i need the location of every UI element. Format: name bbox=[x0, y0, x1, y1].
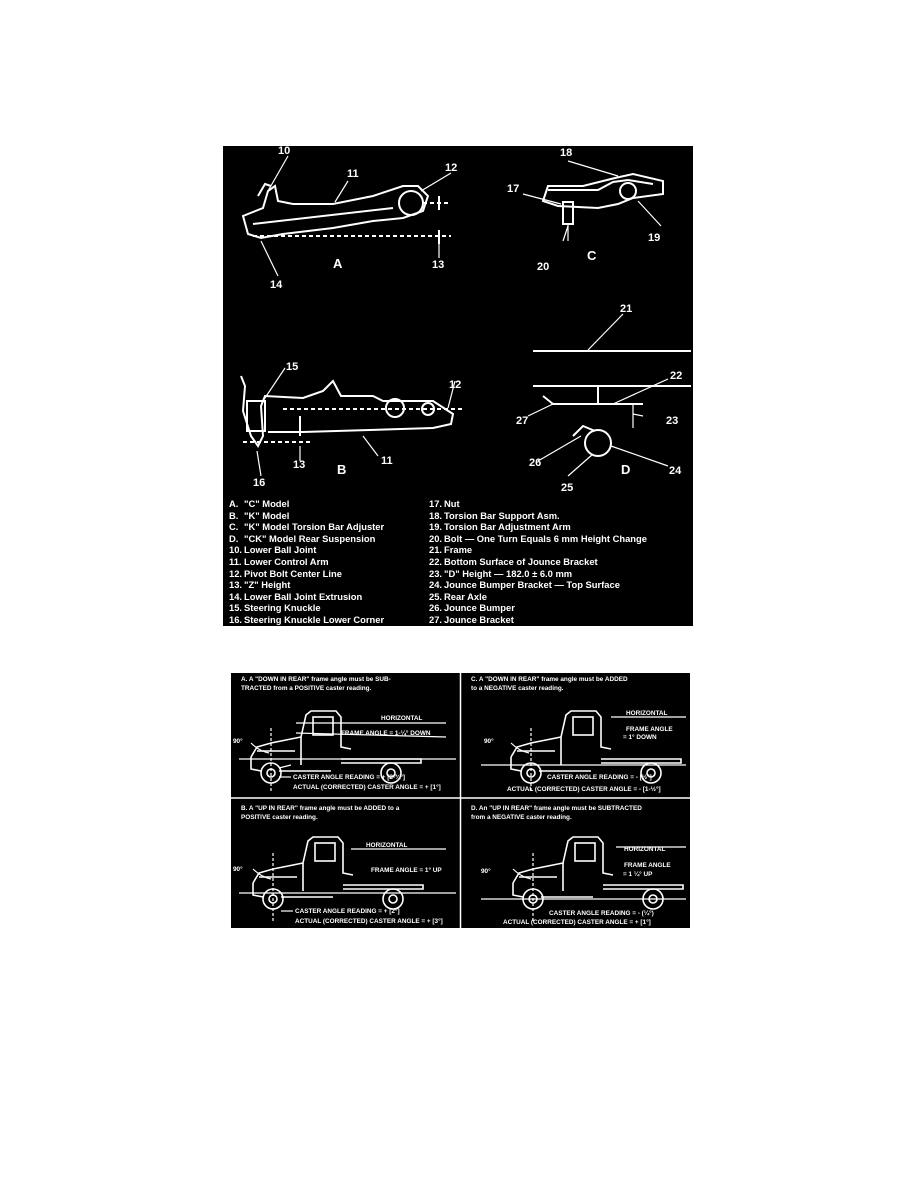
callout-27: 27 bbox=[516, 415, 529, 427]
caption-b-line2: POSITIVE caster reading. bbox=[241, 814, 318, 821]
legend-item: 26. Jounce Bumper bbox=[429, 602, 515, 614]
legend-item: 22. Bottom Surface of Jounce Bracket bbox=[429, 555, 598, 567]
callout-20: 20 bbox=[537, 261, 550, 273]
actual-caster-a: ACTUAL (CORRECTED) CASTER ANGLE = + [1°] bbox=[293, 784, 441, 791]
caption-c-line1: C. A "DOWN IN REAR" frame angle must be ADDED bbox=[471, 676, 628, 683]
caster-reading-a: CASTER ANGLE READING = + [2-¾°] bbox=[293, 774, 406, 781]
legend-item: 20. Bolt — One Turn Equals 6 mm Height Change bbox=[429, 532, 647, 544]
deg90-c: 90° bbox=[484, 738, 494, 745]
deg90-a: 90° bbox=[233, 738, 243, 745]
view-d-rear-suspension bbox=[528, 314, 691, 476]
callout-17: 17 bbox=[507, 183, 520, 195]
callout-13b: 13 bbox=[293, 459, 306, 471]
actual-caster-d: ACTUAL (CORRECTED) CASTER ANGLE = + [1°] bbox=[503, 919, 651, 926]
legend-item: 15. Steering Knuckle bbox=[229, 602, 321, 614]
frame-angle-d-1: FRAME ANGLE bbox=[624, 862, 671, 869]
quadrant-d bbox=[471, 805, 686, 926]
callout-24: 24 bbox=[669, 465, 682, 477]
view-label-a: A bbox=[333, 256, 343, 271]
legend-right bbox=[429, 498, 647, 626]
horizontal-label-b: HORIZONTAL bbox=[366, 842, 408, 849]
legend-item: 27. Jounce Bracket bbox=[429, 613, 514, 625]
caption-b-line1: B. A "UP IN REAR" frame angle must be ADDED to a bbox=[241, 805, 400, 812]
caster-reading-d: CASTER ANGLE READING = - (¼°) bbox=[549, 910, 654, 917]
legend-item: 17. Nut bbox=[429, 498, 460, 509]
legend-item: 14. Lower Ball Joint Extrusion bbox=[229, 590, 363, 602]
callout-11: 11 bbox=[347, 168, 359, 180]
legend-item: 19. Torsion Bar Adjustment Arm bbox=[429, 521, 571, 533]
caster-angle-drawings bbox=[231, 673, 690, 928]
caption-d-line1: D. An "UP IN REAR" frame angle must be SUBTRACTED bbox=[471, 805, 642, 812]
caster-angle-diagram bbox=[231, 673, 690, 928]
legend-item: A. "C" Model bbox=[229, 498, 290, 509]
callout-19: 19 bbox=[648, 232, 661, 244]
caption-a-line2: TRACTED from a POSITIVE caster reading. bbox=[241, 685, 372, 692]
legend-item: D. "CK" Model Rear Suspension bbox=[229, 532, 376, 544]
suspension-height-diagram bbox=[223, 146, 693, 626]
frame-angle-b: FRAME ANGLE = 1° UP bbox=[371, 867, 442, 874]
frame-angle-a: FRAME ANGLE = 1-¼° DOWN bbox=[341, 730, 431, 737]
caption-c-line2: to a NEGATIVE caster reading. bbox=[471, 685, 564, 692]
callout-12: 12 bbox=[445, 162, 458, 174]
callout-15: 15 bbox=[286, 361, 299, 373]
view-label-c: C bbox=[587, 248, 597, 263]
callout-13: 13 bbox=[432, 259, 445, 271]
callout-21: 21 bbox=[620, 303, 633, 315]
legend-item: 21. Frame bbox=[429, 544, 473, 556]
quadrant-a bbox=[233, 676, 456, 793]
legend-item: 23. "D" Height — 182.0 ± 6.0 mm bbox=[429, 567, 573, 579]
callout-16: 16 bbox=[253, 477, 266, 489]
caster-reading-b: CASTER ANGLE READING = + [2°] bbox=[295, 908, 400, 915]
view-c-torsion-adjuster bbox=[523, 161, 663, 241]
legend-item: 16. Steering Knuckle Lower Corner bbox=[229, 613, 385, 625]
legend-item: C. "K" Model Torsion Bar Adjuster bbox=[229, 521, 385, 533]
callout-23: 23 bbox=[666, 415, 679, 427]
legend-item: 10. Lower Ball Joint bbox=[229, 544, 317, 556]
quadrant-c bbox=[471, 676, 686, 793]
actual-caster-c: ACTUAL (CORRECTED) CASTER ANGLE = - [1-½°] bbox=[507, 786, 661, 793]
callout-22: 22 bbox=[670, 370, 683, 382]
legend-item: 11. Lower Control Arm bbox=[229, 555, 329, 567]
deg90-b: 90° bbox=[233, 866, 243, 873]
view-label-d: D bbox=[621, 462, 631, 477]
frame-angle-c-1: FRAME ANGLE bbox=[626, 726, 673, 733]
caption-d-line2: from a NEGATIVE caster reading. bbox=[471, 814, 572, 821]
deg90-d: 90° bbox=[481, 868, 491, 875]
legend-item: B. "K" Model bbox=[229, 509, 290, 521]
frame-angle-d-2: = 1 ¼° UP bbox=[623, 871, 653, 878]
legend-item: 12. Pivot Bolt Center Line bbox=[229, 567, 342, 579]
callout-14: 14 bbox=[270, 279, 283, 291]
callout-26: 26 bbox=[529, 457, 542, 469]
callout-11b: 11 bbox=[381, 455, 393, 467]
view-label-b: B bbox=[337, 462, 347, 477]
actual-caster-b: ACTUAL (CORRECTED) CASTER ANGLE = + [3°] bbox=[295, 918, 443, 925]
callout-12b: 12 bbox=[449, 379, 462, 391]
frame-angle-c-2: = 1° DOWN bbox=[623, 734, 657, 741]
callout-18: 18 bbox=[560, 147, 573, 159]
legend-item: 18. Torsion Bar Support Asm. bbox=[429, 509, 560, 521]
horizontal-label-a: HORIZONTAL bbox=[381, 715, 423, 722]
caster-reading-c: CASTER ANGLE READING = - [½°] bbox=[547, 774, 652, 781]
view-b-k-model bbox=[241, 368, 463, 476]
horizontal-label-d: HORIZONTAL bbox=[624, 846, 666, 853]
legend-item: 25. Rear Axle bbox=[429, 590, 487, 602]
callout-10: 10 bbox=[278, 146, 291, 157]
legend-item: 13. "Z" Height bbox=[229, 579, 291, 591]
callout-25: 25 bbox=[561, 482, 574, 494]
quadrant-b bbox=[233, 805, 456, 925]
legend-item: 24. Jounce Bumper Bracket — Top Surface bbox=[429, 579, 620, 591]
horizontal-label-c: HORIZONTAL bbox=[626, 710, 668, 717]
legend-left bbox=[229, 498, 384, 626]
caption-a-line1: A. A "DOWN IN REAR" frame angle must be SUB- bbox=[241, 676, 391, 683]
